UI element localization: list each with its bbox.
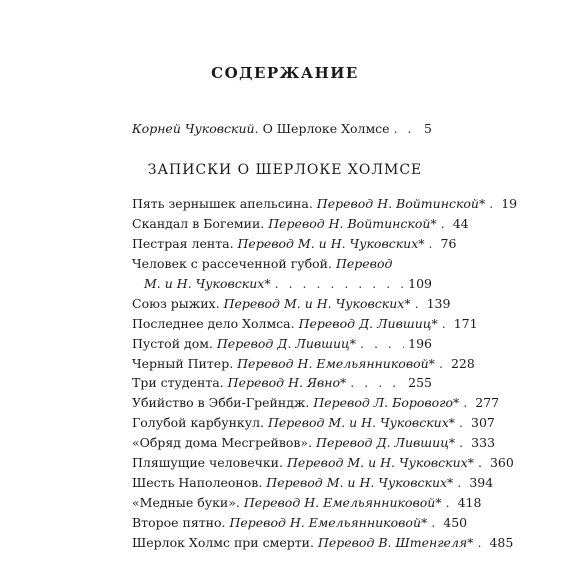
toc-entry <box>132 334 432 354</box>
leader-dots <box>431 513 439 533</box>
toc-entry <box>132 473 494 493</box>
translator: Перевод <box>335 255 393 271</box>
page-number: 255 <box>408 375 432 391</box>
toc-entry <box>132 493 482 513</box>
story-title: «Медные буки». <box>132 495 240 511</box>
toc-entry <box>132 433 496 453</box>
leader-dots <box>457 473 465 493</box>
leader-dots <box>439 354 447 374</box>
page-number: 418 <box>457 495 482 511</box>
toc-entry <box>132 194 518 214</box>
toc-entry <box>132 513 468 533</box>
leader-dots <box>275 274 405 294</box>
translator: Перевод Н. Емельянниковой* <box>237 355 435 371</box>
story-title: Пустой дом. <box>132 335 213 351</box>
page-number: 333 <box>471 435 496 451</box>
page-number: 196 <box>408 335 432 351</box>
leader-dots <box>350 373 404 393</box>
story-title: Черный Питер. <box>132 355 234 371</box>
page-number: 394 <box>469 475 494 491</box>
toc-entry <box>132 314 478 334</box>
toc-entry <box>132 373 432 393</box>
leader-dots <box>459 433 467 453</box>
page-number: 139 <box>426 295 451 311</box>
page-number: 171 <box>453 315 478 331</box>
translator: Перевод Д. Лившиц* <box>216 335 357 351</box>
page-number: 76 <box>440 235 457 251</box>
toc-entry <box>132 294 451 314</box>
translator: Перевод Л. Борового* <box>313 395 460 411</box>
story-title: Пляшущие человечки. <box>132 455 283 471</box>
toc-list <box>132 194 518 553</box>
toc-entry <box>132 453 514 473</box>
translator: Перевод М. и Н. Чуковских* <box>237 235 425 251</box>
toc-entry <box>132 354 475 374</box>
translator: Перевод Н. Явно* <box>227 375 347 391</box>
translator: Перевод М. и Н. Чуковских* <box>268 415 456 431</box>
story-title: Последнее дело Холмса. <box>132 315 295 331</box>
translator: Перевод Н. Войтинской* <box>268 215 437 231</box>
translator-continued: М. и Н. Чуковских* <box>144 275 271 291</box>
page-number: 360 <box>489 455 514 471</box>
page-number: 450 <box>443 515 468 531</box>
leader-dots <box>477 533 485 553</box>
story-title: Пестрая лента. <box>132 235 234 251</box>
leader-dots <box>459 413 467 433</box>
intro-page-number: 5 <box>424 121 432 136</box>
page-number: 44 <box>452 215 469 231</box>
translator: Перевод В. Штенгеля* <box>317 534 474 550</box>
page-title: СОДЕРЖАНИЕ <box>211 64 359 82</box>
translator: Перевод Д. Лившиц* <box>298 315 438 331</box>
story-title: Человек с рассеченной губой. <box>132 255 332 271</box>
toc-entry <box>132 254 432 294</box>
page-number: 109 <box>408 275 432 291</box>
story-title: Голубой карбункул. <box>132 415 265 431</box>
translator: Перевод М. и Н. Чуковских* <box>223 295 411 311</box>
story-title: Союз рыжих. <box>132 295 220 311</box>
translator: Перевод Д. Лившиц* <box>316 435 456 451</box>
story-title: «Обряд дома Месгрейвов». <box>132 435 313 451</box>
story-title: Три студента. <box>132 375 224 391</box>
translator: Перевод Н. Войтинской* <box>316 196 486 211</box>
leader-dots <box>441 214 449 234</box>
story-title: Убийство в Эбби-Грейндж. <box>132 395 310 411</box>
story-title: Второе пятно. <box>132 515 226 531</box>
intro-work: О Шерлоке Холмсе <box>262 121 390 136</box>
story-title: Пять зернышек апельсина. <box>132 196 313 211</box>
leader-dots <box>442 314 450 334</box>
leader-dots <box>489 194 497 214</box>
translator: Перевод Н. Емельянниковой* <box>243 495 442 511</box>
translator: Перевод М. и Н. Чуковских* <box>266 475 454 491</box>
page-number: 228 <box>450 355 475 371</box>
story-title: Скандал в Богемии. <box>132 215 265 231</box>
intro-entry <box>132 121 432 136</box>
intro-author: Корней Чуковский. <box>132 121 259 136</box>
leader-dots <box>360 334 404 354</box>
leader-dots <box>446 493 454 513</box>
translator: Перевод Н. Емельянниковой* <box>229 515 428 531</box>
toc-entry <box>132 393 500 413</box>
toc-entry <box>132 533 514 553</box>
leader-dots <box>429 234 437 254</box>
toc-entry <box>132 234 457 254</box>
page-number: 307 <box>471 415 495 431</box>
leader-dots <box>415 294 423 314</box>
leader-dots <box>478 453 486 473</box>
toc-entry <box>132 214 469 234</box>
page-number: 277 <box>475 395 500 411</box>
page-number: 485 <box>489 534 514 550</box>
leader-dots <box>394 121 420 136</box>
story-title: Шерлок Холмс при смерти. <box>132 534 314 550</box>
story-title: Шесть Наполеонов. <box>132 475 263 491</box>
translator: Перевод М. и Н. Чуковских* <box>286 455 474 471</box>
leader-dots <box>463 393 471 413</box>
section-title: ЗАПИСКИ О ШЕРЛОКЕ ХОЛМСЕ <box>147 162 423 178</box>
toc-entry <box>132 413 495 433</box>
page-number: 19 <box>501 196 518 211</box>
